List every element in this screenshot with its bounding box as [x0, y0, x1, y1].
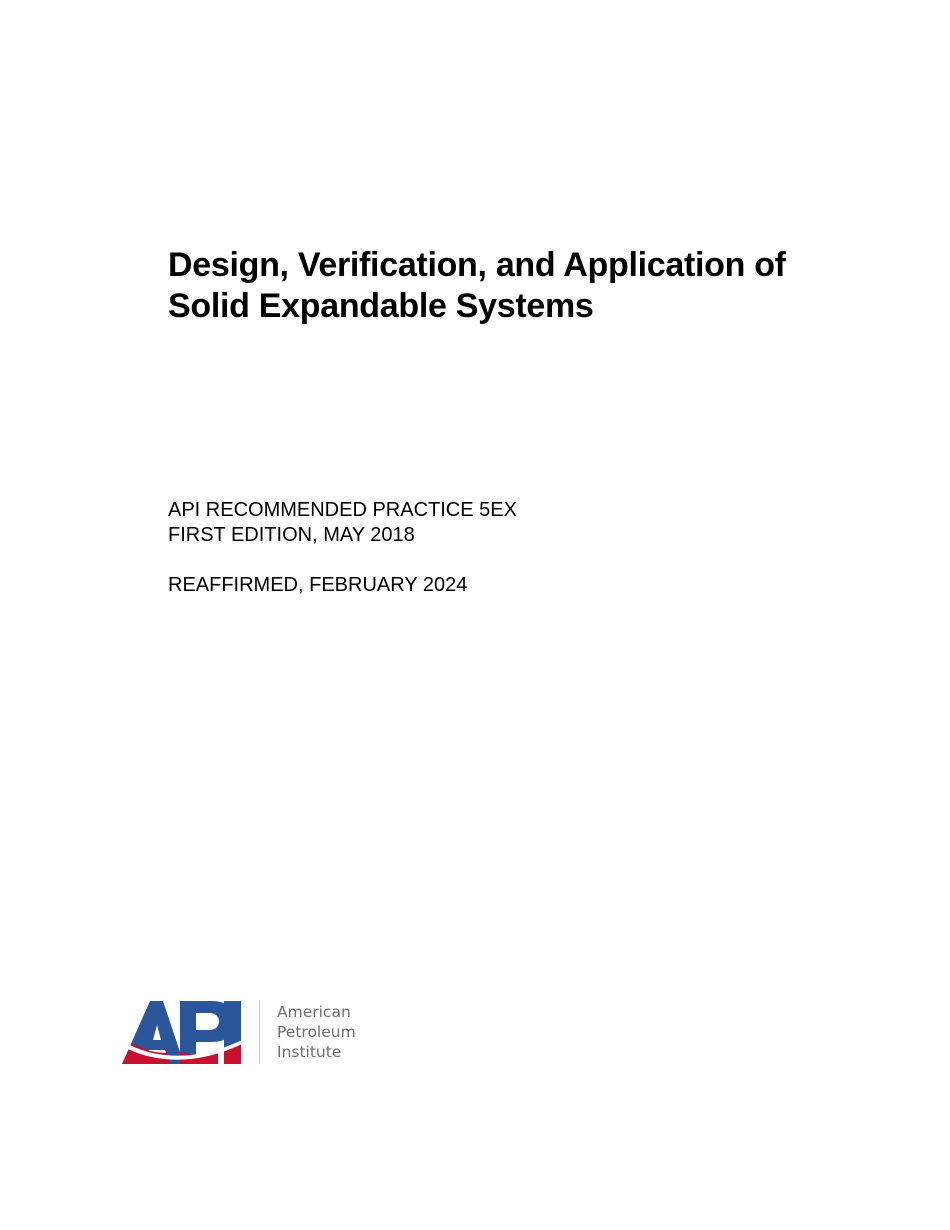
- reaffirmed-date: REAFFIRMED, FEBRUARY 2024: [168, 574, 468, 596]
- publisher-name: [277, 1002, 356, 1062]
- publisher-name-line-1: American: [277, 1003, 351, 1021]
- edition-date: FIRST EDITION, MAY 2018: [168, 524, 415, 546]
- edition-info: [168, 498, 517, 548]
- title-line-2: Solid Expandable Systems: [168, 287, 594, 325]
- title-line-1: Design, Verification, and Application of: [168, 246, 786, 284]
- publisher-name-line-2: Petroleum: [277, 1023, 356, 1041]
- document-title: [168, 245, 908, 327]
- publisher-name-line-3: Institute: [277, 1043, 342, 1061]
- api-logo: [120, 996, 380, 1068]
- logo-divider: [259, 1000, 260, 1064]
- api-logo-mark: [120, 998, 248, 1066]
- standard-designation: API RECOMMENDED PRACTICE 5EX: [168, 499, 517, 521]
